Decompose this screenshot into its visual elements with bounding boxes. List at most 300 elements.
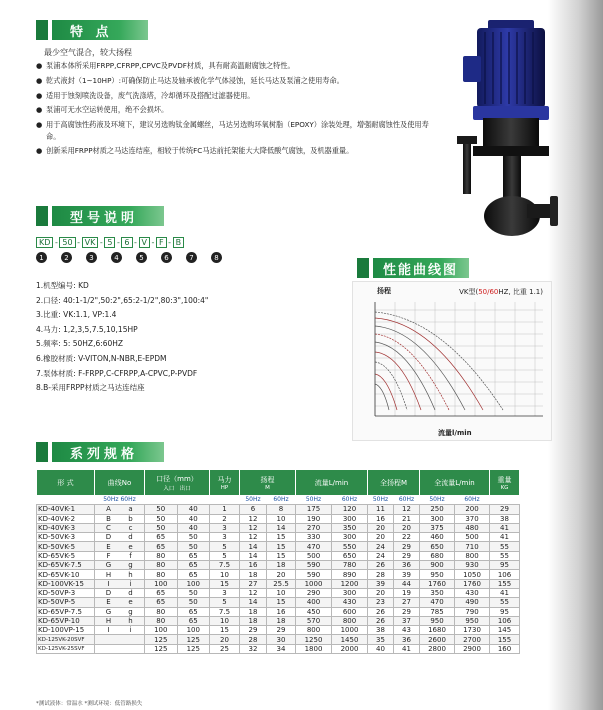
table-cell: 1000: [296, 579, 332, 588]
table-cell: 12: [240, 523, 267, 532]
table-cell: 16: [240, 561, 267, 570]
table-cell: 50: [177, 598, 210, 607]
table-cell: 12: [240, 533, 267, 542]
model-spec-line: 8.B-采用FRPP材质之马达连结座: [36, 383, 145, 393]
table-row: [37, 514, 520, 523]
table-cell: 2700: [455, 635, 490, 644]
model-spec-list: [36, 279, 208, 396]
curve-xlabel: 流量l/min: [438, 429, 472, 437]
table-cell: 300: [420, 514, 455, 523]
hz-row: 50Hz 60Hz 50Hz 60Hz 50Hz 60Hz 50Hz 60Hz 50Hz 60Hz: [37, 496, 520, 505]
table-cell: 16: [368, 514, 394, 523]
table-cell: 650: [420, 542, 455, 551]
table-cell: 34: [266, 644, 295, 653]
table-cell: 125: [177, 644, 210, 653]
table-cell: 15: [210, 626, 240, 635]
table-cell: 10: [266, 588, 295, 597]
table-cell: 650: [332, 551, 368, 560]
table-cell: 50: [145, 505, 178, 514]
table-cell: 24: [368, 551, 394, 560]
table-cell: H h: [95, 570, 145, 579]
table-cell: 23: [368, 598, 394, 607]
table-cell: [95, 644, 145, 653]
table-cell: 65: [145, 598, 178, 607]
features-list: [36, 60, 441, 157]
feature-item: ● 创新采用FRPP材质之马达连结座，相较于传统FC马达前托架能大大降低酸气腐蚀，及机器重量。: [36, 146, 354, 156]
table-row: [37, 505, 520, 514]
table-cell: 22: [394, 533, 420, 542]
table-cell: 27: [240, 579, 267, 588]
table-cell: 50: [145, 514, 178, 523]
table-row: [37, 644, 520, 653]
model-spec-line: 4.马力: 1,2,3,5,7.5,10,15HP: [36, 324, 138, 334]
table-cell: 41: [394, 644, 420, 653]
table-cell: 39: [394, 570, 420, 579]
table-cell: 3: [210, 588, 240, 597]
table-cell: 26: [368, 607, 394, 616]
table-cell: 80: [145, 561, 178, 570]
table-cell: 890: [332, 570, 368, 579]
table-cell: 300: [332, 514, 368, 523]
curve-chart-panel: [352, 281, 552, 441]
table-cell: 20: [394, 523, 420, 532]
table-cell: 18: [266, 561, 295, 570]
col-flow: 流量L/min: [296, 470, 368, 496]
table-row: [37, 561, 520, 570]
col-curve: 曲线No: [95, 470, 145, 496]
model-code: F: [156, 237, 167, 248]
table-cell: 55: [490, 542, 520, 551]
table-cell: 18: [240, 616, 267, 625]
table-cell: 1450: [332, 635, 368, 644]
feature-item: ● 用于高腐蚀性药液及环境下，建议另选购钛金属螺丝，马达另选购环氧树脂（EPOXY）涂装处理，增强耐腐蚀性及使用寿命。: [36, 120, 429, 141]
model-cell: KD-50VK-5: [37, 542, 95, 551]
table-cell: 100: [145, 626, 178, 635]
table-cell: 12: [394, 505, 420, 514]
table-cell: 20: [368, 523, 394, 532]
table-cell: 29: [394, 551, 420, 560]
table-cell: 106: [490, 570, 520, 579]
table-cell: 14: [266, 523, 295, 532]
curve-title: 性能曲线图: [373, 258, 469, 278]
table-cell: 27: [394, 598, 420, 607]
table-row: [37, 607, 520, 616]
table-cell: 1730: [455, 626, 490, 635]
table-cell: 41: [490, 588, 520, 597]
table-cell: 500: [455, 533, 490, 542]
table-cell: 21: [394, 514, 420, 523]
table-cell: 590: [296, 570, 332, 579]
model-number: 4: [111, 252, 122, 263]
table-cell: 300: [332, 588, 368, 597]
spec-footnote: *测试液体：常温水 *测试环境：低管路损失: [36, 701, 143, 707]
model-cell: KD-65VP-10: [37, 616, 95, 625]
table-cell: 28: [240, 635, 267, 644]
table-cell: 35: [368, 635, 394, 644]
feature-item: ● 乾式液封（1~10HP）:可确保防止马达及轴承被化学气体浸蚀，延长马达及泵浦之使用寿命。: [36, 75, 344, 85]
model-number: 6: [161, 252, 172, 263]
table-cell: 155: [490, 579, 520, 588]
series-title: 系列规格: [52, 442, 164, 462]
table-cell: 160: [490, 644, 520, 653]
table-row: [37, 616, 520, 625]
table-cell: 7.5: [210, 607, 240, 616]
table-cell: 15: [266, 542, 295, 551]
table-cell: 80: [145, 607, 178, 616]
table-cell: 200: [455, 505, 490, 514]
table-cell: 38: [490, 514, 520, 523]
model-code: VK: [82, 237, 99, 248]
table-cell: 50: [145, 523, 178, 532]
model-number: 2: [61, 252, 72, 263]
table-cell: 12: [240, 514, 267, 523]
table-cell: I i: [95, 579, 145, 588]
table-cell: 15: [210, 579, 240, 588]
table-cell: 785: [420, 607, 455, 616]
table-cell: 29: [490, 505, 520, 514]
table-cell: 25.5: [266, 579, 295, 588]
table-cell: G g: [95, 561, 145, 570]
model-code: B: [173, 237, 185, 248]
table-cell: 450: [296, 607, 332, 616]
table-cell: D d: [95, 533, 145, 542]
table-cell: [95, 635, 145, 644]
table-cell: 29: [394, 542, 420, 551]
table-cell: 100: [177, 626, 210, 635]
pump-photo: [455, 18, 560, 236]
table-cell: 25: [210, 644, 240, 653]
table-cell: 1200: [332, 579, 368, 588]
table-cell: A a: [95, 505, 145, 514]
table-cell: 1: [210, 505, 240, 514]
table-cell: 175: [296, 505, 332, 514]
table-cell: 106: [490, 616, 520, 625]
table-cell: 95: [490, 607, 520, 616]
table-cell: 65: [145, 542, 178, 551]
table-cell: 14: [240, 551, 267, 560]
model-spec-line: 1.机型编号: KD: [36, 281, 89, 290]
table-cell: 50: [177, 588, 210, 597]
table-cell: 1760: [455, 579, 490, 588]
table-cell: 26: [368, 561, 394, 570]
table-cell: 680: [420, 551, 455, 560]
table-cell: 65: [145, 588, 178, 597]
table-cell: 38: [368, 626, 394, 635]
model-cell: KD-40VK-1: [37, 505, 95, 514]
table-cell: 40: [177, 514, 210, 523]
model-cell: KD-100VP-15: [37, 626, 95, 635]
table-cell: B b: [95, 514, 145, 523]
table-cell: 36: [394, 561, 420, 570]
table-cell: 65: [177, 616, 210, 625]
model-number-row: [36, 252, 236, 263]
table-cell: 400: [296, 598, 332, 607]
table-cell: 300: [332, 533, 368, 542]
table-cell: 10: [210, 616, 240, 625]
table-cell: E e: [95, 598, 145, 607]
table-cell: 5: [210, 598, 240, 607]
model-cell: KD-65VP-7.5: [37, 607, 95, 616]
table-cell: 50: [177, 533, 210, 542]
table-cell: 590: [296, 561, 332, 570]
col-maxflow: 全流量L/min: [420, 470, 490, 496]
table-cell: E e: [95, 542, 145, 551]
table-cell: 350: [332, 523, 368, 532]
table-cell: 29: [266, 626, 295, 635]
model-number: 7: [186, 252, 197, 263]
table-cell: 19: [394, 588, 420, 597]
table-cell: 490: [455, 598, 490, 607]
table-cell: 125: [145, 644, 178, 653]
model-cell: KD-65VK-7.5: [37, 561, 95, 570]
table-cell: 2800: [420, 644, 455, 653]
table-cell: 55: [490, 551, 520, 560]
table-cell: 370: [455, 514, 490, 523]
feature-item: ● 泵浦本体所采用FRPP,CFRPP,CPVC及PVDF材质，具有耐高温耐腐蚀之特性。: [36, 61, 295, 70]
model-cell: KD-100VK-15: [37, 579, 95, 588]
model-cell: KD-125VK-25SVF: [37, 644, 95, 653]
table-cell: C c: [95, 523, 145, 532]
table-cell: 32: [240, 644, 267, 653]
table-cell: 430: [332, 598, 368, 607]
table-cell: 24: [368, 542, 394, 551]
table-cell: 26: [368, 616, 394, 625]
table-cell: 250: [420, 505, 455, 514]
model-cell: KD-40VK-3: [37, 523, 95, 532]
table-cell: 80: [145, 570, 178, 579]
table-cell: 710: [455, 542, 490, 551]
table-cell: F f: [95, 551, 145, 560]
table-cell: 14: [240, 542, 267, 551]
table-cell: 1680: [420, 626, 455, 635]
model-cell: KD-50VK-3: [37, 533, 95, 542]
model-cell: KD-40VK-2: [37, 514, 95, 523]
table-cell: 20: [210, 635, 240, 644]
table-cell: 12: [240, 588, 267, 597]
table-cell: 29: [240, 626, 267, 635]
table-cell: 80: [145, 551, 178, 560]
col-head: 扬程 M: [240, 470, 296, 496]
model-code: 6: [121, 237, 132, 248]
table-cell: 950: [420, 616, 455, 625]
model-number: 8: [211, 252, 222, 263]
table-cell: 65: [145, 533, 178, 542]
table-cell: 900: [420, 561, 455, 570]
table-row: [37, 533, 520, 542]
table-cell: 65: [177, 561, 210, 570]
table-cell: 375: [420, 523, 455, 532]
table-cell: 55: [490, 598, 520, 607]
table-cell: 800: [332, 616, 368, 625]
table-cell: 100: [145, 579, 178, 588]
table-cell: 550: [332, 542, 368, 551]
table-cell: 7.5: [210, 561, 240, 570]
table-cell: 40: [177, 523, 210, 532]
table-cell: 15: [266, 551, 295, 560]
table-cell: 1050: [455, 570, 490, 579]
table-row: [37, 523, 520, 532]
table-cell: D d: [95, 588, 145, 597]
table-cell: 3: [210, 523, 240, 532]
features-banner: [36, 20, 148, 40]
table-cell: 18: [266, 616, 295, 625]
table-cell: 145: [490, 626, 520, 635]
col-maxhead: 全扬程M: [368, 470, 420, 496]
model-spec-line: 2.口径: 40:1-1/2",50:2",65:2-1/2",80:3",100:4": [36, 295, 209, 305]
table-cell: 290: [296, 588, 332, 597]
table-cell: 480: [455, 523, 490, 532]
table-cell: 800: [296, 626, 332, 635]
table-cell: 2: [210, 514, 240, 523]
table-cell: 600: [332, 607, 368, 616]
features-subtitle: 最少空气混合，较大扬程: [44, 48, 132, 57]
table-cell: 80: [145, 616, 178, 625]
model-cell: KD-50VP-5: [37, 598, 95, 607]
model-spec-line: 6.橡胶材质: V-VITON,N-NBR,E-EPDM: [36, 353, 167, 363]
table-cell: 950: [420, 570, 455, 579]
table-cell: 10: [210, 570, 240, 579]
model-cell: KD-50VP-3: [37, 588, 95, 597]
table-cell: 16: [266, 607, 295, 616]
table-cell: 36: [394, 635, 420, 644]
table-row: [37, 635, 520, 644]
model-cell: KD-125VK-20SVF: [37, 635, 95, 644]
model-banner: [36, 206, 164, 226]
model-spec-line: 3.比重: VK:1.1, VP:1.4: [36, 310, 117, 320]
table-cell: 15: [266, 598, 295, 607]
table-cell: 65: [177, 607, 210, 616]
table-row: [37, 542, 520, 551]
features-title: 特 点: [52, 20, 148, 40]
table-cell: 41: [490, 533, 520, 542]
table-cell: 2600: [420, 635, 455, 644]
model-code: 5: [104, 237, 115, 248]
table-cell: G g: [95, 607, 145, 616]
table-cell: 6: [240, 505, 267, 514]
table-cell: 65: [177, 551, 210, 560]
table-cell: 125: [145, 635, 178, 644]
table-cell: 790: [455, 607, 490, 616]
table-cell: 5: [210, 542, 240, 551]
col-hp: 马力 HP: [210, 470, 240, 496]
table-cell: 29: [394, 607, 420, 616]
table-cell: 41: [490, 523, 520, 532]
table-cell: 3: [210, 533, 240, 542]
table-cell: 28: [368, 570, 394, 579]
model-spec-line: 5.频率: 5: 50HZ,6:60HZ: [36, 339, 124, 349]
col-bore: 口径（mm） 入口 出口: [145, 470, 210, 496]
table-cell: 570: [296, 616, 332, 625]
table-cell: 125: [177, 635, 210, 644]
table-row: [37, 570, 520, 579]
table-cell: 5: [210, 551, 240, 560]
table-cell: 155: [490, 635, 520, 644]
table-cell: 100: [177, 579, 210, 588]
table-cell: 14: [240, 598, 267, 607]
table-cell: 20: [368, 588, 394, 597]
feature-item: ● 适用于蚀刻喷洗设备，废气洗涤塔，冷却循环及搭配过滤器使用。: [36, 90, 255, 100]
table-cell: 430: [455, 588, 490, 597]
table-cell: 20: [368, 533, 394, 542]
table-cell: 20: [266, 570, 295, 579]
curve-ylabel: 扬程: [377, 287, 391, 295]
table-cell: 95: [490, 561, 520, 570]
table-cell: I i: [95, 626, 145, 635]
table-cell: 470: [296, 542, 332, 551]
table-cell: 930: [455, 561, 490, 570]
table-cell: 40: [368, 644, 394, 653]
table-cell: 2900: [455, 644, 490, 653]
table-cell: 780: [332, 561, 368, 570]
model-cell: KD-65VK-10: [37, 570, 95, 579]
model-code-row: KD - 50 - VK - 5 - 6 - V - F - B: [36, 237, 184, 248]
table-cell: 18: [240, 570, 267, 579]
model-cell: KD-65VK-5: [37, 551, 95, 560]
table-cell: 1800: [296, 644, 332, 653]
curve-banner: [357, 258, 469, 278]
table-cell: 1000: [332, 626, 368, 635]
table-cell: 270: [296, 523, 332, 532]
table-cell: 500: [296, 551, 332, 560]
col-weight: 重量 KG: [490, 470, 520, 496]
series-banner: [36, 442, 164, 462]
table-cell: 2000: [332, 644, 368, 653]
table-cell: 40: [177, 505, 210, 514]
table-cell: 950: [455, 616, 490, 625]
model-title: 型号说明: [52, 206, 164, 226]
table-cell: 30: [266, 635, 295, 644]
table-cell: 8: [266, 505, 295, 514]
table-cell: 18: [240, 607, 267, 616]
table-cell: 50: [177, 542, 210, 551]
table-cell: 1760: [420, 579, 455, 588]
table-cell: 15: [266, 533, 295, 542]
table-cell: 470: [420, 598, 455, 607]
table-row: [37, 626, 520, 635]
table-cell: 800: [455, 551, 490, 560]
table-cell: 460: [420, 533, 455, 542]
table-cell: 11: [368, 505, 394, 514]
table-row: [37, 598, 520, 607]
table-cell: 37: [394, 616, 420, 625]
curve-legend: VK型(50/60HZ, 比重 1.1): [459, 288, 543, 296]
table-row: [37, 579, 520, 588]
table-cell: 65: [177, 570, 210, 579]
model-code: KD: [36, 237, 53, 248]
table-cell: 44: [394, 579, 420, 588]
feature-item: ● 泵浦可无水空运转使用，绝不会损坏。: [36, 105, 169, 115]
table-row: [37, 588, 520, 597]
table-cell: 39: [368, 579, 394, 588]
table-cell: 1250: [296, 635, 332, 644]
table-cell: 330: [296, 533, 332, 542]
table-cell: 43: [394, 626, 420, 635]
spec-table: [36, 469, 520, 654]
model-number: 3: [86, 252, 97, 263]
model-code: 50: [59, 237, 75, 248]
col-model: 形 式: [37, 470, 95, 496]
table-cell: H h: [95, 616, 145, 625]
table-cell: 120: [332, 505, 368, 514]
table-cell: 190: [296, 514, 332, 523]
model-spec-line: 7.泵体材质: F-FRPP,C-CFRPP,A-CPVC,P-PVDF: [36, 368, 198, 378]
table-row: [37, 551, 520, 560]
model-number: 1: [36, 252, 47, 263]
curve-plot: [353, 282, 553, 442]
table-cell: 10: [266, 514, 295, 523]
table-cell: 350: [420, 588, 455, 597]
model-code: V: [139, 237, 150, 248]
